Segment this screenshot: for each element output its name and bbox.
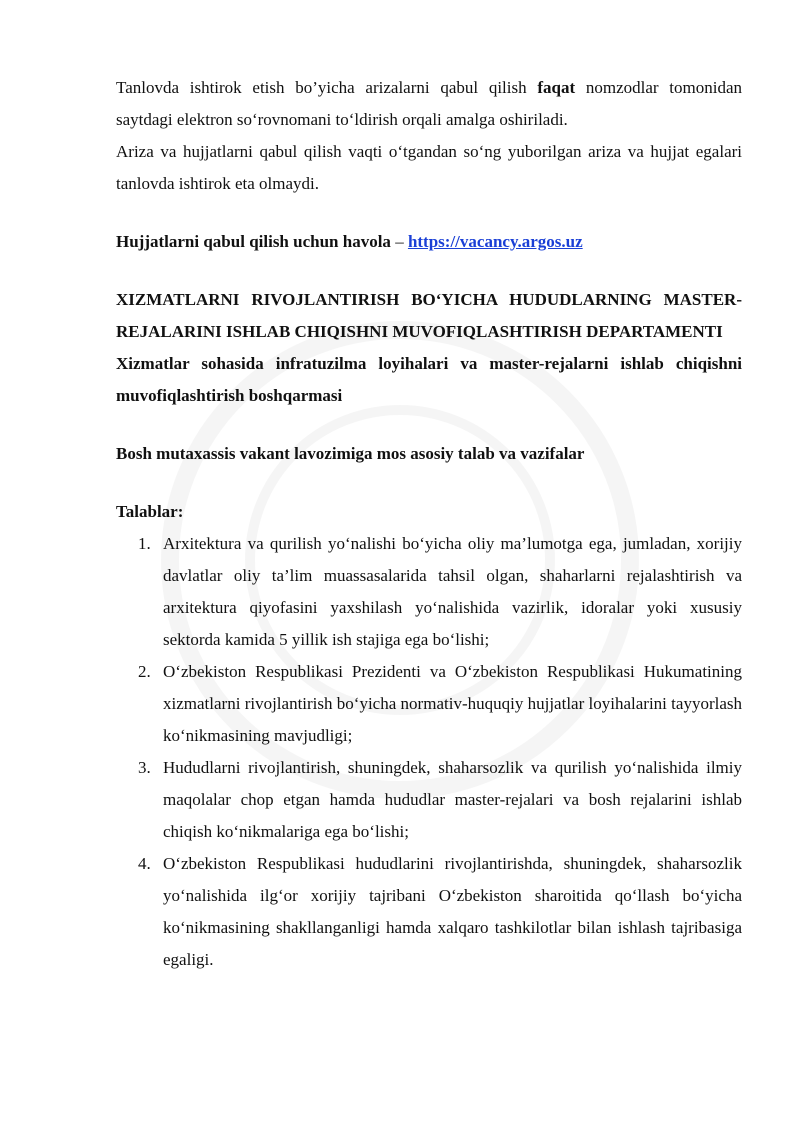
vacancy-link[interactable]: https://vacancy.argos.uz	[407, 232, 583, 251]
requirement-number: 4.	[138, 854, 151, 873]
intro-paragraph-2: Ariza va hujjatlarni qabul qilish vaqti o‘tgandan so‘ng yuborilgan ariza va hujjat egalari tanlovda ishtirok eta olmaydi.	[116, 142, 742, 193]
requirement-item	[116, 528, 742, 656]
requirement-number: 3.	[138, 758, 151, 777]
requirement-number: 1.	[138, 534, 151, 553]
department-title: XIZMATLARNI RIVOJLANTIRISH BO‘YICHA HUDUDLARNING MASTER-REJALARINI ISHLAB CHIQISHNI MUVOFIQLASHTIRISH DEPARTAMENTI	[116, 290, 742, 341]
requirement-item	[116, 656, 742, 752]
position-heading: Bosh mutaxassis vakant lavozimiga mos asosiy talab va vazifalar	[116, 444, 585, 463]
document-body	[116, 72, 742, 976]
requirement-text: O‘zbekiston Respublikasi hududlarini rivojlantirishda, shuningdek, shaharsozlik yo‘nalishida ilg‘or xorijiy tajribani O‘zbekiston sharoitida qo‘llash bo‘yicha ko‘nikmasining shakllanganligi hamda xalqaro tashkilotlar bilan ishlash tajribasiga egaligi.	[163, 854, 742, 969]
intro-text-1a: Tanlovda ishtirok etish bo’yicha arizalarni qabul qilish	[116, 78, 538, 97]
requirement-item	[116, 848, 742, 976]
documents-link-label: Hujjatlarni qabul qilish uchun havola	[116, 232, 391, 251]
intro-text-1b: nomzodlar tomonidan saytdagi elektron so‘rovnomani to‘ldirish orqali amalga oshiriladi.	[116, 78, 742, 129]
requirements-list	[116, 528, 742, 976]
requirements-heading: Talablar:	[116, 502, 184, 521]
intro-emphasis-faqat: faqat	[537, 78, 576, 97]
intro-paragraph-1	[116, 72, 742, 136]
requirement-text: Arxitektura va qurilish yo‘nalishi bo‘yicha oliy ma’lumotga ega, jumladan, xorijiy davlatlar oliy ta’lim muassasalarida tahsil olgan, shaharlarni rejalashtirish va arxitektura qiyofasini yaxshilash yo‘nalishida vazirlik, idoralar yoki xususiy sektorda kamida 5 yillik ish stajiga ega bo‘lishi;	[163, 534, 742, 649]
requirement-number: 2.	[138, 662, 151, 681]
requirement-text: Hududlarni rivojlantirish, shuningdek, shaharsozlik va qurilish yo‘nalishida ilmiy maqolalar chop etgan hamda hududlar master-rejalari va bosh rejalarini ishlab chiqish ko‘nikmalariga ega bo‘lishi;	[163, 758, 742, 841]
requirement-item	[116, 752, 742, 848]
documents-link-line	[116, 226, 742, 258]
department-subtitle: Xizmatlar sohasida infratuzilma loyihalari va master-rejalarni ishlab chiqishni muvofiqlashtirish boshqarmasi	[116, 354, 742, 405]
documents-link-dash: –	[390, 232, 408, 251]
requirement-text: O‘zbekiston Respublikasi Prezidenti va O‘zbekiston Respublikasi Hukumatining xizmatlarni rivojlantirish bo‘yicha normativ-huquqiy hujjatlar loyihalarini tayyorlash ko‘nikmasining mavjudligi;	[163, 662, 742, 745]
